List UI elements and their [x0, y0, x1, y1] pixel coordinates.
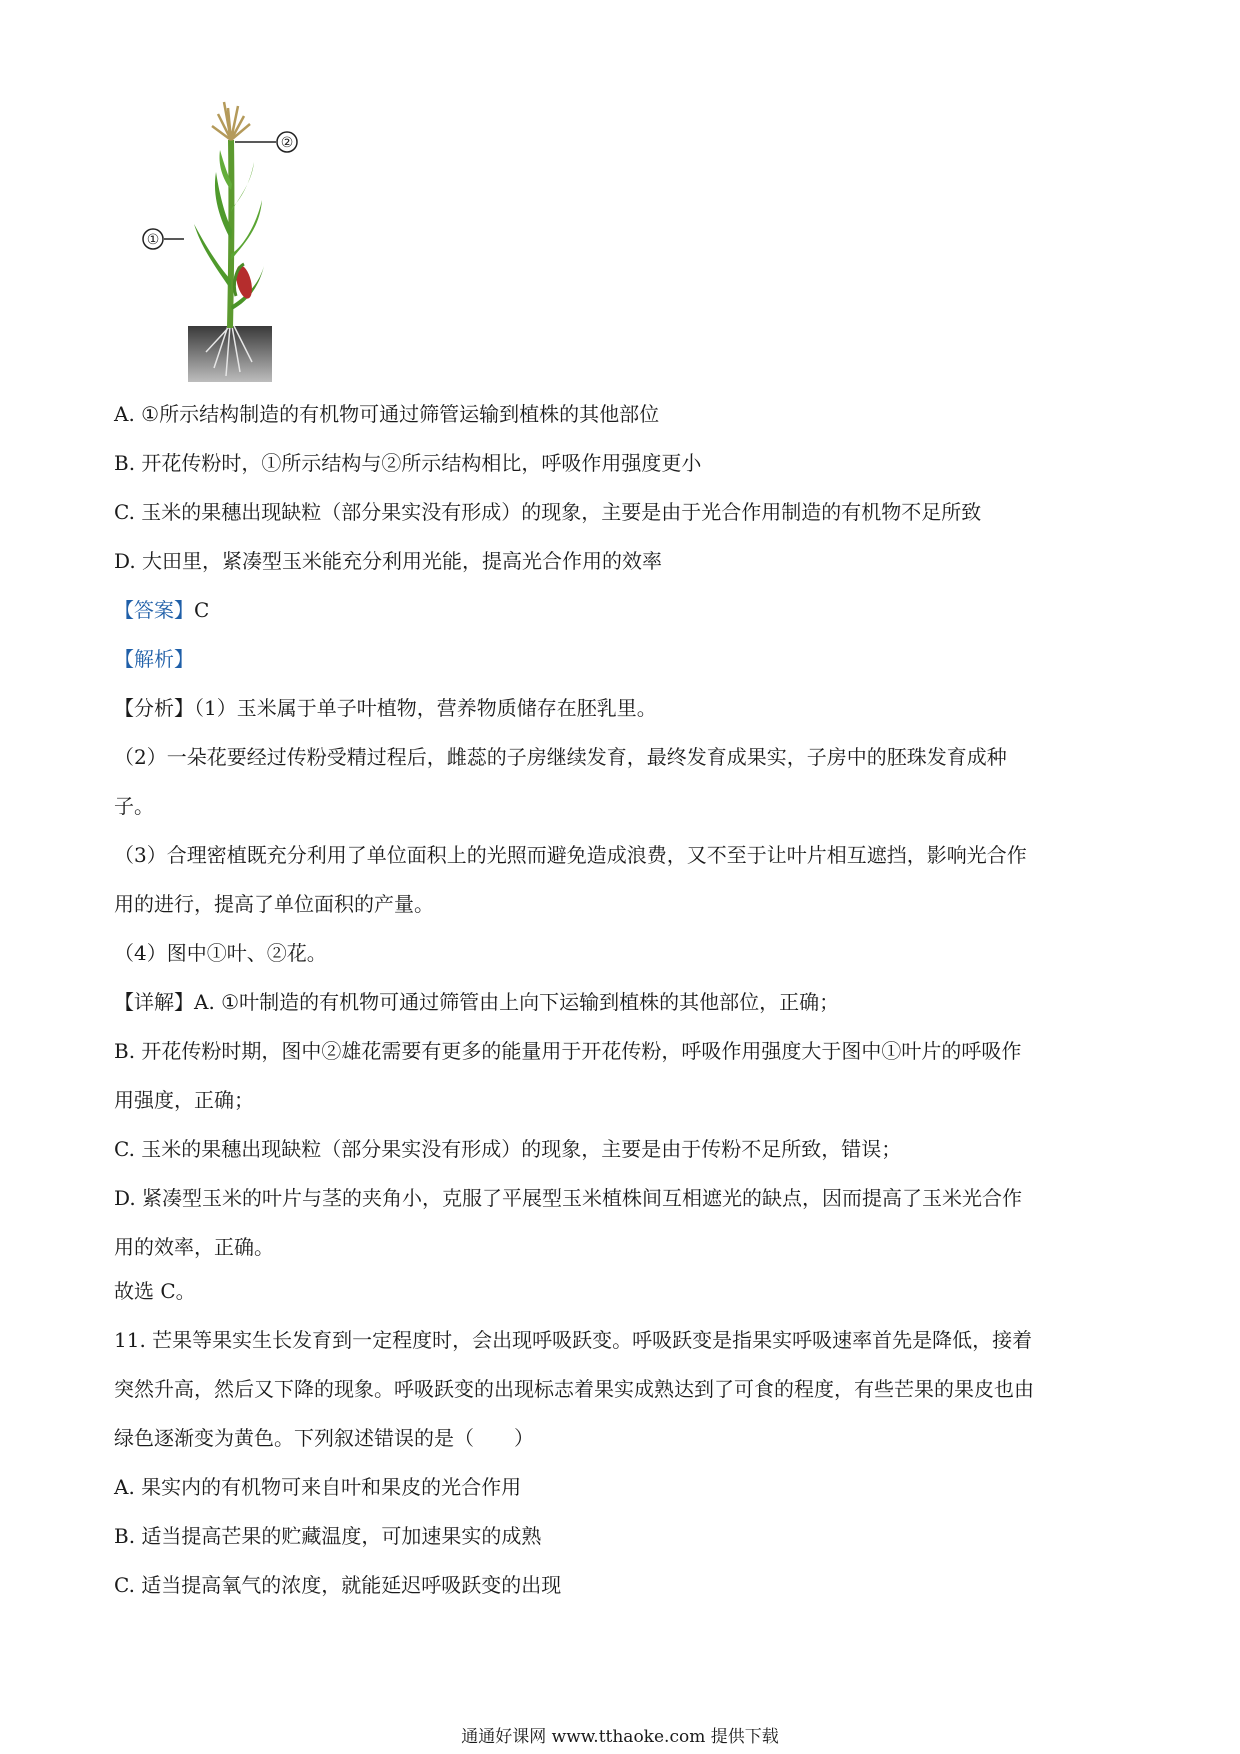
detail-line-1 — [114, 988, 839, 1016]
q11-stem-2: 突然升高，然后又下降的现象。呼吸跃变的出现标志着果实成熟达到了可食的程度，有些芒果的果皮也由 — [114, 1377, 1034, 1401]
figure-label-1: ① — [146, 232, 160, 248]
xiangjie-text-6: 用的效率，正确。 — [114, 1235, 274, 1259]
q11-option-a: A. 果实内的有机物可来自叶和果皮的光合作用 — [114, 1475, 522, 1499]
figure-label-2: ② — [280, 135, 294, 151]
answer-tag: 【答案】 — [114, 598, 194, 622]
option-c: C. 玉米的果穗出现缺粒（部分果实没有形成）的现象，主要是由于光合作用制造的有机物不足所致 — [114, 500, 982, 524]
fenxi-text-1: （1）玉米属于单子叶植物，营养物质储存在胚乳里。 — [194, 696, 657, 720]
analysis-line-1 — [114, 694, 657, 722]
page-footer: 通通好课网 www.tthaoke.com 提供下载 — [461, 1727, 779, 1747]
q11-stem-1: 11. 芒果等果实生长发育到一定程度时，会出现呼吸跃变。呼吸跃变是指果实呼吸速率首先是降低，接着 — [114, 1328, 1033, 1352]
fenxi-text-4: （3）合理密植既充分利用了单位面积上的光照而避免造成浪费，又不至于让叶片相互遮挡，影响光合作 — [114, 843, 1027, 867]
fenxi-tag: 【分析】 — [114, 696, 194, 720]
corn-plant-icon — [143, 102, 297, 382]
answer-value: C — [194, 598, 210, 622]
option-a: A. ①所示结构制造的有机物可通过筛管运输到植株的其他部位 — [114, 402, 660, 426]
q11-option-c: C. 适当提高氧气的浓度，就能延迟呼吸跃变的出现 — [114, 1573, 562, 1597]
xiangjie-text-2: B. 开花传粉时期，图中②雄花需要有更多的能量用于开花传粉，呼吸作用强度大于图中①叶片的呼吸作 — [114, 1039, 1022, 1063]
xiangjie-text-7: 故选 C。 — [114, 1279, 196, 1303]
fenxi-text-6: （4）图中①叶、②花。 — [114, 941, 327, 965]
q11-option-b: B. 适当提高芒果的贮藏温度，可加速果实的成熟 — [114, 1524, 542, 1548]
xiangjie-text-5: D. 紧凑型玉米的叶片与茎的夹角小，克服了平展型玉米植株间互相遮光的缺点，因而提高了玉米光合作 — [114, 1186, 1023, 1210]
fenxi-text-2: （2）一朵花要经过传粉受精过程后，雌蕊的子房继续发育，最终发育成果实，子房中的胚珠发育成种 — [114, 745, 1007, 769]
xiangjie-text-3: 用强度，正确； — [114, 1088, 254, 1112]
analysis-tag: 【解析】 — [114, 647, 194, 671]
xiangjie-tag: 【详解】 — [114, 990, 194, 1014]
option-b: B. 开花传粉时，①所示结构与②所示结构相比，呼吸作用强度更小 — [114, 451, 702, 475]
xiangjie-text-4: C. 玉米的果穗出现缺粒（部分果实没有形成）的现象，主要是由于传粉不足所致，错误； — [114, 1137, 902, 1161]
option-d: D. 大田里，紧凑型玉米能充分利用光能，提高光合作用的效率 — [114, 549, 663, 573]
fenxi-text-3: 子。 — [114, 794, 154, 818]
q11-stem-3: 绿色逐渐变为黄色。下列叙述错误的是（ ） — [114, 1426, 534, 1450]
answer-line — [114, 596, 209, 624]
xiangjie-text-1: A. ①叶制造的有机物可通过筛管由上向下运输到植株的其他部位，正确； — [194, 990, 840, 1014]
corn-plant-figure — [140, 100, 330, 390]
fenxi-text-5: 用的进行，提高了单位面积的产量。 — [114, 892, 434, 916]
